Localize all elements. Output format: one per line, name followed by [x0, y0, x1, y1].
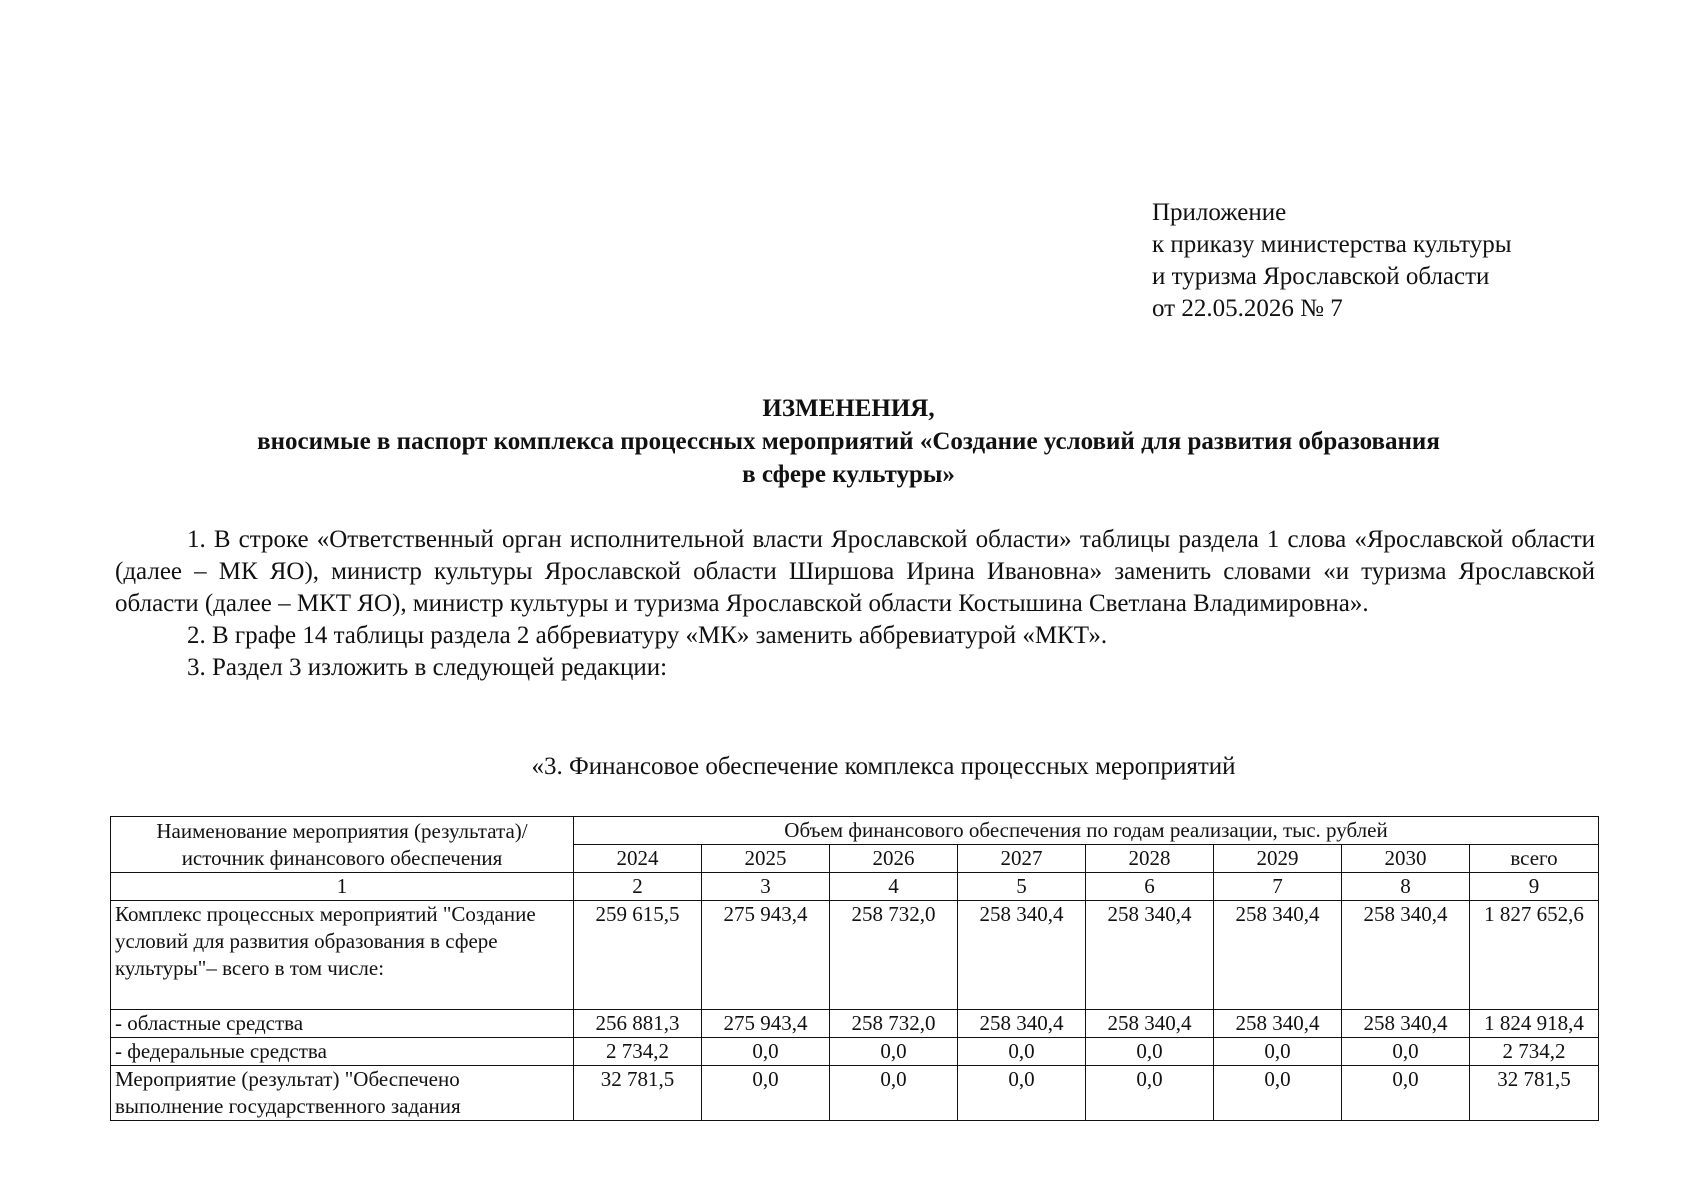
value-cell: 258 340,4 [1342, 901, 1470, 1010]
value-cell: 258 732,0 [830, 1010, 958, 1038]
year-header: 2027 [958, 845, 1086, 873]
year-header: 2028 [1086, 845, 1214, 873]
total-cell: 2 734,2 [1470, 1038, 1599, 1066]
year-header: 2024 [574, 845, 702, 873]
value-cell: 259 615,5 [574, 901, 702, 1010]
value-cell: 0,0 [1342, 1038, 1470, 1066]
year-header: 2030 [1342, 845, 1470, 873]
row-name: - федеральные средства [111, 1038, 574, 1066]
value-cell: 258 340,4 [1086, 901, 1214, 1010]
value-cell: 258 732,0 [830, 901, 958, 1010]
appendix-header [1152, 197, 1512, 325]
value-cell: 0,0 [1214, 1066, 1342, 1121]
value-cell: 32 781,5 [574, 1066, 702, 1121]
value-cell: 275 943,4 [702, 901, 830, 1010]
column-number: 1 [111, 873, 574, 901]
column-number: 9 [1470, 873, 1599, 901]
paragraph-1: 1. В строке «Ответственный орган исполнительной власти Ярославской области» таблицы раздела 1 слова «Ярославской области (далее – МК ЯО), министр культуры Ярославской области Ширшова Ирина Ивановна» заменить словами «и туризма Ярославской области (далее – МКТ ЯО), министр культуры и туризма Ярославской области Костышина Светлана Владимировна». [115, 526, 1595, 617]
document-title [0, 392, 1697, 491]
table-row [111, 1010, 1599, 1038]
paragraph-3: 3. Раздел 3 изложить в следующей редакции: [187, 654, 668, 681]
value-cell: 258 340,4 [1342, 1010, 1470, 1038]
year-header: 2029 [1214, 845, 1342, 873]
total-cell: 1 827 652,6 [1470, 901, 1599, 1010]
row-name: Комплекс процессных мероприятий "Создание условий для развития образования в сфере культуры"– всего в том числе: [111, 901, 574, 1010]
value-cell: 2 734,2 [574, 1038, 702, 1066]
value-cell: 0,0 [702, 1066, 830, 1121]
year-header: 2025 [702, 845, 830, 873]
value-cell: 258 340,4 [1214, 1010, 1342, 1038]
column-number: 4 [830, 873, 958, 901]
header-volume-cell: Объем финансового обеспечения по годам реализации, тыс. рублей [574, 817, 1599, 845]
table-row [111, 901, 1599, 1010]
value-cell: 0,0 [1086, 1038, 1214, 1066]
value-cell: 0,0 [1214, 1038, 1342, 1066]
table-row [111, 1038, 1599, 1066]
column-number: 7 [1214, 873, 1342, 901]
value-cell: 0,0 [958, 1038, 1086, 1066]
title-line: вносимые в паспорт комплекса процессных мероприятий «Создание условий для развития образования [257, 428, 1440, 455]
row-name: Мероприятие (результат) "Обеспечено выполнение государственного задания [111, 1066, 574, 1121]
value-cell: 0,0 [702, 1038, 830, 1066]
financing-table [110, 816, 1599, 1121]
body-text [115, 524, 1595, 684]
table-row [111, 1066, 1599, 1121]
value-cell: 256 881,3 [574, 1010, 702, 1038]
value-cell: 0,0 [1342, 1066, 1470, 1121]
header-name-cell: Наименование мероприятия (результата)/ источник финансового обеспечения [111, 817, 574, 873]
total-cell: 1 824 918,4 [1470, 1010, 1599, 1038]
title-line: в сфере культуры» [742, 461, 955, 488]
column-number: 8 [1342, 873, 1470, 901]
value-cell: 275 943,4 [702, 1010, 830, 1038]
appendix-date: от 22.05.2026 № 7 [1152, 295, 1343, 322]
appendix-line: к приказу министерства культуры [1152, 231, 1512, 258]
title-line: ИЗМЕНЕНИЯ, [762, 395, 935, 422]
value-cell: 0,0 [1086, 1066, 1214, 1121]
total-cell: 32 781,5 [1470, 1066, 1599, 1121]
paragraph-2: 2. В графе 14 таблицы раздела 2 аббревиатуру «МК» заменить аббревиатурой «МКТ». [187, 622, 1108, 649]
column-number: 5 [958, 873, 1086, 901]
column-number: 6 [1086, 873, 1214, 901]
value-cell: 258 340,4 [958, 1010, 1086, 1038]
appendix-line: и туризма Ярославской области [1152, 263, 1490, 290]
appendix-line: Приложение [1152, 199, 1287, 226]
value-cell: 0,0 [830, 1038, 958, 1066]
row-name: - областные средства [111, 1010, 574, 1038]
value-cell: 258 340,4 [958, 901, 1086, 1010]
value-cell: 0,0 [830, 1066, 958, 1121]
total-header: всего [1470, 845, 1599, 873]
value-cell: 258 340,4 [1086, 1010, 1214, 1038]
year-header: 2026 [830, 845, 958, 873]
value-cell: 258 340,4 [1214, 901, 1342, 1010]
column-number: 3 [702, 873, 830, 901]
section-title: «3. Финансовое обеспечение комплекса процессных мероприятий [531, 753, 1236, 780]
column-number: 2 [574, 873, 702, 901]
value-cell: 0,0 [958, 1066, 1086, 1121]
